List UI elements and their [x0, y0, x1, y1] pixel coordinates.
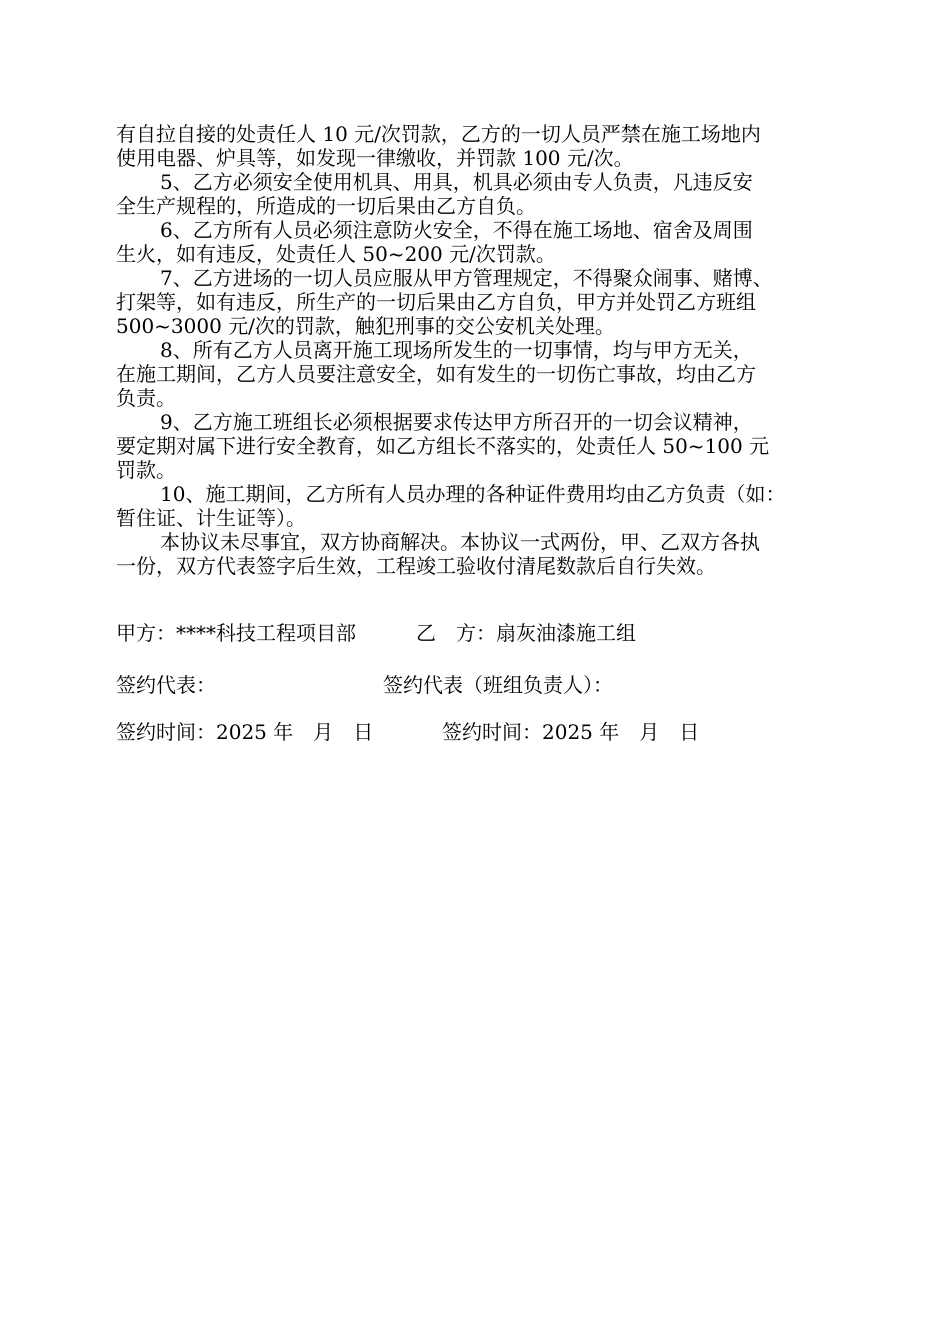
clause-8-line: 负责。 [116, 386, 176, 410]
clause-8-line: 8、所有乙方人员离开施工现场所发生的一切事情，均与甲方无关， [160, 338, 753, 362]
clause-8-line: 在施工期间，乙方人员要注意安全，如有发生的一切伤亡事故，均由乙方 [116, 362, 756, 386]
clause-10-line: 暂住证、计生证等）。 [116, 506, 306, 530]
date-b-label: 签约时间：2025 年 月 日 [442, 720, 700, 744]
party-b-label: 乙 方：扇灰油漆施工组 [416, 621, 636, 645]
paragraph-line: 有自拉自接的处责任人 10 元/次罚款，乙方的一切人员严禁在施工场地内 [116, 122, 761, 146]
closing-line: 一份，双方代表签字后生效，工程竣工验收付清尾数款后自行失效。 [116, 554, 716, 578]
clause-10-line: 10、施工期间，乙方所有人员办理的各种证件费用均由乙方负责（如： [160, 482, 786, 506]
date-a-label: 签约时间：2025 年 月 日 [116, 720, 374, 744]
rep-b-label: 签约代表（班组负责人）： [383, 673, 613, 697]
clause-7-line: 7、乙方进场的一切人员应服从甲方管理规定，不得聚众闹事、赌博、 [160, 266, 773, 290]
clause-7-line: 500~3000 元/次的罚款，触犯刑事的交公安机关处理。 [116, 314, 615, 338]
clause-7-line: 打架等，如有违反，所生产的一切后果由乙方自负，甲方并处罚乙方班组 [116, 290, 756, 314]
paragraph-line: 使用电器、炉具等，如发现一律缴收，并罚款 100 元/次。 [116, 146, 634, 170]
clause-6-line: 6、乙方所有人员必须注意防火安全，不得在施工场地、宿舍及周围 [160, 218, 753, 242]
clause-9-line: 罚款。 [116, 458, 176, 482]
clause-9-line: 要定期对属下进行安全教育，如乙方组长不落实的，处责任人 50~100 元 [116, 434, 770, 458]
rep-a-label: 签约代表： [116, 673, 216, 697]
clause-5-line: 5、乙方必须安全使用机具、用具，机具必须由专人负责，凡违反安 [160, 170, 753, 194]
clause-6-line: 生火，如有违反，处责任人 50~200 元/次罚款。 [116, 242, 556, 266]
closing-line: 本协议未尽事宜，双方协商解决。本协议一式两份，甲、乙双方各执 [160, 530, 760, 554]
clause-5-line: 全生产规程的，所造成的一切后果由乙方自负。 [116, 194, 536, 218]
clause-9-line: 9、乙方施工班组长必须根据要求传达甲方所召开的一切会议精神， [160, 410, 753, 434]
party-a-label: 甲方：****科技工程项目部 [116, 621, 356, 645]
agreement-body [116, 122, 856, 578]
